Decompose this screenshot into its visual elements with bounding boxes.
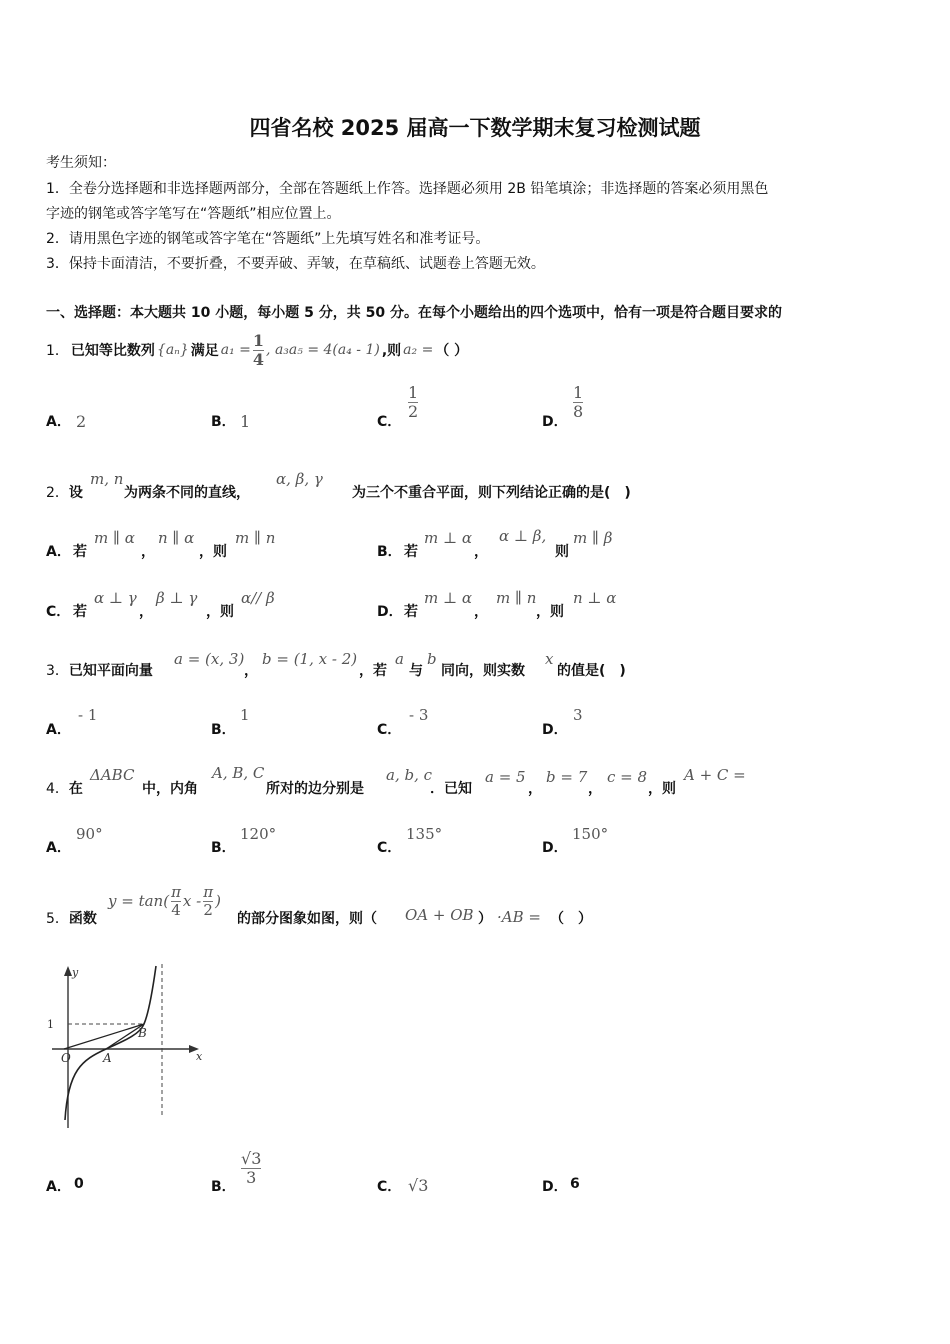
question-text: ，则 — [648, 781, 676, 797]
question-text: （ ） — [435, 343, 469, 360]
math-expression: A, B, C — [212, 764, 265, 782]
question-text: 与 — [409, 663, 423, 679]
math-expression: α// β — [241, 589, 275, 607]
notice-heading: 考生须知： — [46, 155, 116, 171]
math-expression: x — [545, 650, 554, 668]
math-expression: m ⊥ α — [424, 589, 472, 607]
question-number: 5． — [46, 911, 69, 927]
option-c-value: √3 — [408, 1176, 429, 1195]
fraction-denominator: 8 — [573, 401, 584, 421]
option-c-label: C． — [377, 722, 402, 738]
question-text: 已知平面向量 — [68, 663, 153, 679]
option-d-fraction — [573, 384, 583, 420]
option-d-label: D． — [542, 722, 568, 738]
math-expression: a₂ = — [403, 342, 434, 359]
question-text: ， — [588, 781, 602, 797]
option-text: ，则 — [199, 544, 227, 560]
fraction-numerator: π — [203, 883, 214, 901]
option-c-value: 135° — [406, 825, 443, 843]
option-d-value: 3 — [573, 706, 583, 724]
question-1 — [46, 332, 468, 368]
option-a-value: - 1 — [78, 706, 98, 724]
question-3-number — [46, 660, 153, 680]
option-a-value: 0 — [74, 1176, 84, 1192]
option-b-label: B． — [211, 1179, 236, 1195]
option-text: ， — [474, 544, 488, 560]
question-text: 中，内角 — [142, 781, 198, 797]
fraction-numerator: √3 — [241, 1149, 262, 1168]
fraction-denominator: 4 — [171, 900, 181, 919]
option-a-label: A． — [46, 1179, 71, 1195]
math-expression: α, β, γ — [276, 470, 323, 488]
math-expression: m ∥ β — [573, 529, 613, 547]
math-expression: , a₃a₅ = 4(a₄ - 1) — [266, 342, 380, 359]
fraction-denominator: 3 — [246, 1167, 257, 1187]
option-c-label: C． — [377, 840, 402, 856]
option-a-value: 2 — [76, 412, 87, 431]
fraction-numerator: 1 — [573, 383, 584, 402]
question-text: 在 — [68, 781, 83, 797]
option-text: ，则 — [206, 604, 234, 620]
question-text: （ ） — [550, 911, 592, 927]
fraction — [253, 332, 264, 368]
question-text: 已知等比数列 — [70, 343, 155, 360]
math-expression: α ⊥ γ — [94, 589, 137, 607]
option-a-label: A． — [46, 544, 71, 560]
fraction-numerator: π — [171, 883, 181, 901]
option-text: ， — [474, 604, 488, 620]
math-expression: m ∥ α — [94, 529, 135, 547]
option-d-label: D． — [542, 1179, 568, 1195]
question-text: 设 — [68, 485, 83, 501]
math-expression: {aₙ} — [156, 342, 189, 359]
question-text: 同向，则实数 — [441, 663, 525, 679]
option-d-label: D． — [377, 604, 403, 620]
option-c-label: C． — [46, 604, 71, 620]
math-expression: a, b, c — [386, 766, 433, 784]
math-expression: α ⊥ β, — [499, 527, 547, 545]
fraction — [203, 884, 213, 918]
option-a-value: 90° — [76, 825, 103, 843]
math-expression: ΔABC — [90, 766, 135, 784]
option-c-value: - 3 — [409, 706, 429, 724]
y-axis-label: y — [72, 966, 79, 979]
question-text: ，若 — [359, 663, 387, 679]
option-b-value: 1 — [240, 706, 250, 724]
option-b-value: 1 — [240, 412, 251, 431]
option-c-fraction — [408, 384, 418, 420]
question-text: ， — [244, 663, 258, 679]
question-text: 满足 — [190, 343, 219, 360]
y-axis-arrow — [64, 966, 72, 976]
page-title: 四省名校 2025 届高一下数学期末复习检测试题 — [249, 116, 701, 140]
option-text: ，则 — [536, 604, 564, 620]
math-expression: a = 5 — [485, 768, 526, 786]
option-text: ， — [139, 604, 153, 620]
option-text: 则 — [555, 544, 569, 560]
option-a-label: A． — [46, 840, 71, 856]
fraction-denominator: 2 — [203, 900, 213, 919]
fraction-numerator: 1 — [252, 331, 265, 350]
point-b-label: B — [138, 1026, 147, 1040]
point-a-label: A — [103, 1051, 112, 1065]
question-text: ,则 — [381, 343, 402, 360]
fraction-numerator: 1 — [408, 383, 419, 402]
option-b-fraction — [241, 1150, 261, 1186]
point-o-label: O — [61, 1051, 71, 1065]
math-expression: ·AB = — [497, 908, 541, 926]
math-expression: m ∥ n — [496, 589, 537, 607]
section-heading: 一、选择题：本大题共 10 小题，每小题 5 分，共 50 分。在每个小题给出的四个选项中，恰有一项是符合题目要求的 — [46, 305, 782, 321]
option-d-value: 150° — [572, 825, 609, 843]
notice-line-3: 3．保持卡面清洁，不要折叠，不要弄破、弄皱，在草稿纸、试题卷上答题无效。 — [46, 256, 545, 272]
math-expression: c = 8 — [607, 768, 648, 786]
fraction-denominator: 2 — [408, 401, 419, 421]
x-axis-label: x — [196, 1050, 203, 1063]
question-number: 1． — [46, 343, 69, 360]
math-expression: m ∥ n — [235, 529, 276, 547]
notice-line-1b: 字迹的钢笔或答字笔写在“答题纸”相应位置上。 — [46, 206, 341, 222]
question-text: 的值是( ) — [557, 663, 626, 679]
tick-label-one: 1 — [47, 1018, 54, 1031]
option-a-label: A． — [46, 722, 71, 738]
question-2-number — [46, 482, 83, 502]
option-b-value: 120° — [240, 825, 277, 843]
tangent-graph-figure — [44, 960, 214, 1130]
math-expression: a = (x, 3) — [174, 650, 245, 668]
option-c-label: C． — [377, 414, 402, 430]
question-text: ．已知 — [430, 781, 472, 797]
option-a-label: A． — [46, 414, 71, 430]
question-text: 为三个不重合平面，则下列结论正确的是( ) — [352, 485, 631, 501]
question-text: ， — [528, 781, 542, 797]
math-expression: n ∥ α — [158, 529, 195, 547]
question-5-number — [46, 908, 97, 928]
question-4-number — [46, 778, 83, 798]
question-text: 所对的边分别是 — [266, 781, 364, 797]
math-expression: β ⊥ γ — [156, 589, 198, 607]
math-expression: ) — [215, 892, 221, 910]
question-text: ） — [478, 911, 492, 927]
option-b-label: B． — [211, 840, 236, 856]
math-expression: A + C = — [684, 766, 746, 784]
option-d-label: D． — [542, 414, 568, 430]
option-d-label: D． — [542, 840, 568, 856]
notice-line-1a: 1．全卷分选择题和非选择题两部分，全部在答题纸上作答。选择题必须用 2B 铅笔填涂；非选择题的答案必须用黑色 — [46, 181, 769, 197]
question-text: 函数 — [68, 911, 97, 927]
math-expression: m, n — [90, 470, 124, 488]
option-text: 若 — [404, 604, 418, 620]
math-expression: b — [427, 650, 437, 668]
math-expression: m ⊥ α — [424, 529, 472, 547]
function-expression — [108, 884, 221, 918]
math-expression: b = 7 — [546, 768, 588, 786]
question-number: 2． — [46, 485, 69, 501]
math-expression: b = (1, x - 2) — [262, 650, 358, 668]
question-number: 4． — [46, 781, 69, 797]
fraction-denominator: 4 — [252, 349, 265, 369]
option-text: ， — [141, 544, 155, 560]
tangent-curve — [65, 966, 156, 1120]
math-expression: n ⊥ α — [573, 589, 617, 607]
notice-line-2: 2．请用黑色字迹的钢笔或答字笔在“答题纸”上先填写姓名和准考证号。 — [46, 231, 490, 247]
math-expression: y = tan( — [108, 892, 170, 910]
option-d-value: 6 — [570, 1176, 580, 1192]
option-c-label: C． — [377, 1179, 402, 1195]
question-number: 3． — [46, 663, 69, 679]
question-text: 的部分图象如图，则（ — [237, 911, 377, 927]
option-b-label: B． — [211, 722, 236, 738]
math-expression: a — [395, 650, 404, 668]
option-text: 若 — [73, 604, 87, 620]
question-text: 为两条不同的直线， — [124, 485, 250, 501]
fraction — [171, 884, 181, 918]
math-expression: OA + OB — [405, 906, 474, 924]
option-b-label: B． — [211, 414, 236, 430]
option-text: 若 — [73, 544, 87, 560]
math-expression: x - — [182, 892, 202, 910]
math-expression: a₁ = — [220, 342, 251, 359]
option-text: 若 — [404, 544, 418, 560]
option-b-label: B． — [377, 544, 402, 560]
